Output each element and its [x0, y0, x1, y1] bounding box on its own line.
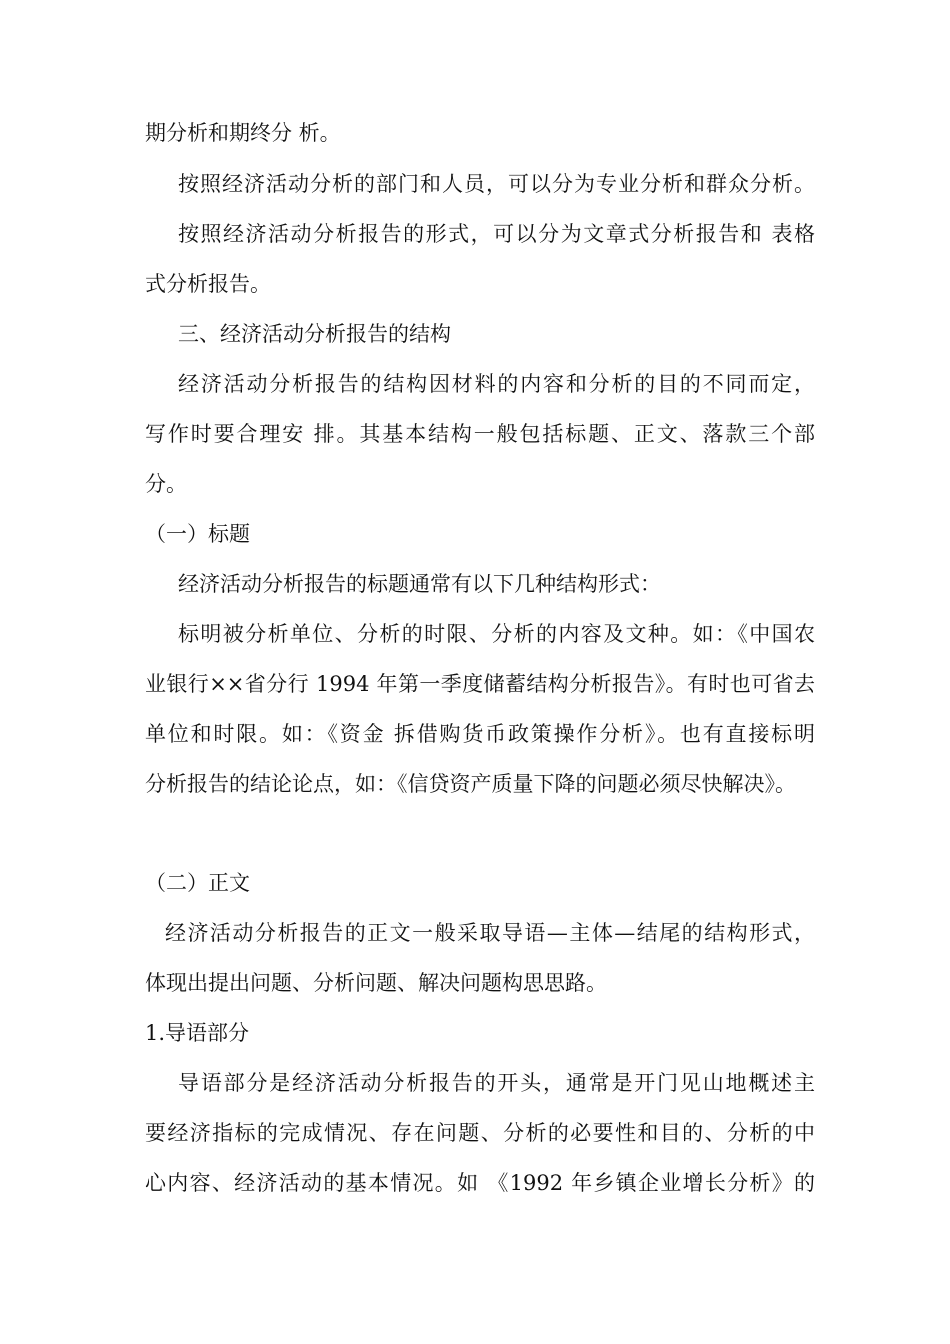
paragraph-line: 要经济指标的完成情况、存在问题、分析的必要性和目的、分析的中: [145, 1121, 815, 1145]
paragraph-line: 导语部分是经济活动分析报告的开头，通常是开门见山地概述主: [178, 1071, 815, 1095]
paragraph-line: 单位和时限。如：《资金 拆借购货币政策操作分析》。也有直接标明: [145, 722, 815, 746]
paragraph-line: 体现出提出问题、分析问题、解决问题构思思路。: [145, 971, 607, 995]
subsection-heading: （一）标题: [145, 522, 250, 546]
paragraph-line: 经济活动分析报告的正文一般采取导语—主体—结尾的结构形式，: [165, 921, 815, 945]
paragraph-line: 式分析报告。: [145, 272, 271, 296]
paragraph-line: 分析报告的结论论点，如：《信贷资产质量下降的问题必须尽快解决》。: [145, 772, 796, 796]
paragraph-line: 按照经济活动分析报告的形式，可以分为文章式分析报告和 表格: [178, 222, 815, 246]
paragraph-line: 业银行××省分行 1994 年第一季度储蓄结构分析报告》。有时也可省去: [145, 672, 815, 696]
paragraph-line: 经济活动分析报告的标题通常有以下几种结构形式：: [178, 572, 661, 596]
paragraph-line: 按照经济活动分析的部门和人员，可以分为专业分析和群众分析。: [178, 172, 815, 196]
paragraph-line: 期分析和期终分 析。: [145, 121, 341, 145]
paragraph-line: 心内容、经济活动的基本情况。如 《1992 年乡镇企业增长分析》的: [145, 1171, 815, 1195]
section-heading: 三、经济活动分析报告的结构: [178, 322, 451, 346]
paragraph-line: 经济活动分析报告的结构因材料的内容和分析的目的不同而定，: [178, 372, 815, 396]
paragraph-line: 分。: [145, 472, 187, 496]
paragraph-line: 标明被分析单位、分析的时限、分析的内容及文种。如：《中国农: [178, 622, 815, 646]
subsection-heading: （二）正文: [145, 871, 250, 895]
paragraph-line: 写作时要合理安 排。其基本结构一般包括标题、正文、落款三个部: [145, 422, 815, 446]
subsection-heading: 1.导语部分: [145, 1021, 250, 1045]
